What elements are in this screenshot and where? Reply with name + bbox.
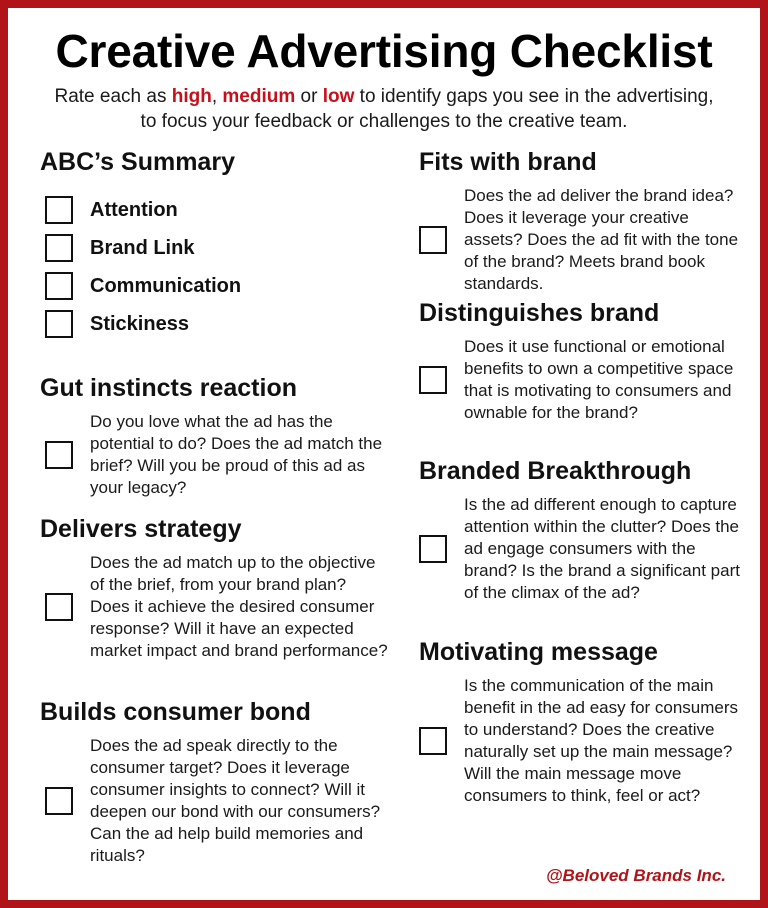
abc-item-label: Stickiness: [90, 312, 189, 335]
section-description: Do you love what the ad has the potential to do? Does the ad match the brief? Will you be proud of this ad as your legacy?: [90, 412, 383, 497]
delivers-strategy-checkbox[interactable]: [45, 593, 73, 621]
subtitle-sep-2: or: [295, 86, 323, 107]
attention-checkbox[interactable]: [45, 196, 73, 224]
section-row: [419, 185, 749, 295]
abc-item-label: Communication: [90, 274, 242, 297]
section-fits-with-brand: [419, 148, 749, 295]
section-delivers-strategy: [40, 515, 390, 662]
rating-high: high: [171, 86, 212, 107]
section-description: Is the ad different enough to capture attention within the clutter? Does the ad engage consumers with the brand? Is the brand a significant part of the climax of the ad?: [464, 495, 740, 602]
section-row: [419, 494, 749, 604]
brand-credit: @Beloved Brands Inc.: [545, 866, 726, 885]
subtitle-text-1: Rate each as: [54, 86, 172, 107]
page-title: Creative Advertising Checklist: [55, 25, 713, 77]
section-heading: Gut instincts reaction: [40, 374, 297, 402]
section-row: [40, 552, 390, 662]
stickiness-checkbox[interactable]: [45, 310, 73, 338]
abc-item-attention: [40, 191, 390, 229]
section-heading: Delivers strategy: [40, 515, 242, 543]
section-description: Does the ad deliver the brand idea? Does it leverage your creative assets? Does the ad fit with the tone of the brand? Meets brand book standards.: [464, 186, 739, 293]
motivating-message-checkbox[interactable]: [419, 727, 447, 755]
section-description: Does it use functional or emotional benefits to own a competitive space that is motivating to consumers and ownable for the brand?: [464, 337, 734, 422]
communication-checkbox[interactable]: [45, 272, 73, 300]
left-column: [40, 148, 390, 865]
abc-item-label: Brand Link: [90, 236, 195, 259]
page-subtitle: [48, 84, 720, 134]
branded-breakthrough-checkbox[interactable]: [419, 535, 447, 563]
abc-summary-heading: ABC’s Summary: [40, 148, 235, 176]
subtitle-sep-1: ,: [211, 86, 223, 107]
section-consumer-bond: [40, 698, 390, 867]
brand-link-checkbox[interactable]: [45, 234, 73, 262]
section-row: [40, 735, 390, 867]
section-row: [40, 411, 390, 499]
section-heading: Distinguishes brand: [419, 299, 660, 327]
section-heading: Branded Breakthrough: [419, 457, 692, 485]
gut-instincts-checkbox[interactable]: [45, 441, 73, 469]
section-gut-instincts: [40, 374, 390, 499]
section-heading: Fits with brand: [419, 148, 597, 176]
section-branded-breakthrough: [419, 457, 749, 604]
section-heading: Motivating message: [419, 638, 658, 666]
abc-item-communication: [40, 267, 390, 305]
abc-summary-list: [40, 191, 390, 343]
section-description: Does the ad match up to the objective of the brief, from your brand plan? Does it achieve the desired consumer response? Will it have an expected market impact and brand performance?: [90, 553, 388, 660]
abc-item-stickiness: [40, 305, 390, 343]
subtitle-text-2: to identify gaps you see in the advertising, to focus your feedback or challenges to the creative team.: [140, 86, 714, 132]
section-heading: Builds consumer bond: [40, 698, 311, 726]
section-distinguishes-brand: [419, 299, 749, 424]
section-row: [419, 675, 749, 807]
distinguishes-brand-checkbox[interactable]: [419, 366, 447, 394]
fits-with-brand-checkbox[interactable]: [419, 226, 447, 254]
consumer-bond-checkbox[interactable]: [45, 787, 73, 815]
section-description: Is the communication of the main benefit in the ad easy for consumers to understand? Does the creative naturally set up the main message? Will the main message move consumers to think, feel or act?: [464, 676, 739, 805]
abc-item-brand-link: [40, 229, 390, 267]
rating-medium: medium: [222, 86, 296, 107]
section-description: Does the ad speak directly to the consumer target? Does it leverage consumer insights to connect? Will it deepen our bond with our consumers? Can the ad help build memories and rituals?: [90, 736, 381, 865]
section-row: [419, 336, 749, 424]
rating-low: low: [322, 86, 355, 107]
section-motivating-message: [419, 638, 749, 807]
abc-item-label: Attention: [90, 198, 178, 221]
